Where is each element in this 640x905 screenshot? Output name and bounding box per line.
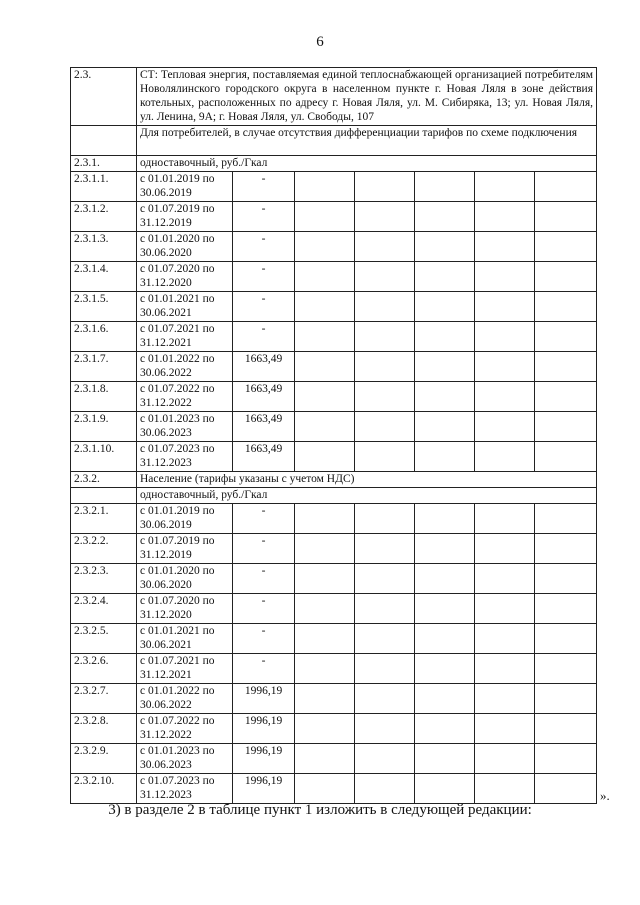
empty-cell bbox=[475, 232, 535, 262]
empty-cell bbox=[535, 262, 597, 292]
empty-cell bbox=[355, 564, 415, 594]
tariff-table bbox=[70, 67, 597, 804]
group-number: 2.3.2. bbox=[71, 472, 137, 488]
group-number: 2.3.1. bbox=[71, 156, 137, 172]
section-header-row bbox=[71, 68, 597, 126]
table-row bbox=[71, 292, 597, 322]
row-period: с 01.01.2019 по 30.06.2019 bbox=[137, 504, 233, 534]
empty-cell bbox=[535, 744, 597, 774]
table-row bbox=[71, 684, 597, 714]
row-value: 1996,19 bbox=[233, 774, 295, 804]
empty-cell bbox=[535, 774, 597, 804]
row-period: с 01.07.2023 по 31.12.2023 bbox=[137, 774, 233, 804]
empty-cell bbox=[475, 654, 535, 684]
empty-cell bbox=[475, 594, 535, 624]
row-number: 2.3.2.6. bbox=[71, 654, 137, 684]
row-number: 2.3.1.5. bbox=[71, 292, 137, 322]
row-number: 2.3.2.8. bbox=[71, 714, 137, 744]
row-number: 2.3.1.8. bbox=[71, 382, 137, 412]
row-period: с 01.01.2023 по 30.06.2023 bbox=[137, 744, 233, 774]
empty-cell bbox=[475, 744, 535, 774]
empty-cell bbox=[475, 352, 535, 382]
empty-cell bbox=[475, 412, 535, 442]
empty-cell bbox=[415, 172, 475, 202]
empty-cell bbox=[355, 534, 415, 564]
row-period: с 01.01.2019 по 30.06.2019 bbox=[137, 172, 233, 202]
empty-cell bbox=[415, 714, 475, 744]
table-row bbox=[71, 744, 597, 774]
amendment-paragraph: 3) в разделе 2 в таблице пункт 1 изложить в следующей редакции: bbox=[108, 802, 532, 818]
row-number: 2.3.2.9. bbox=[71, 744, 137, 774]
empty-cell bbox=[535, 594, 597, 624]
empty-cell bbox=[475, 262, 535, 292]
empty-cell bbox=[355, 202, 415, 232]
empty-cell bbox=[355, 322, 415, 352]
table-row bbox=[71, 714, 597, 744]
empty-cell bbox=[415, 744, 475, 774]
empty-cell bbox=[295, 232, 355, 262]
empty-cell bbox=[295, 292, 355, 322]
empty-cell bbox=[295, 262, 355, 292]
row-value: - bbox=[233, 292, 295, 322]
empty-cell bbox=[415, 534, 475, 564]
row-number: 2.3.2.1. bbox=[71, 504, 137, 534]
table-row bbox=[71, 624, 597, 654]
row-value: - bbox=[233, 564, 295, 594]
row-value: - bbox=[233, 654, 295, 684]
row-period: с 01.01.2021 по 30.06.2021 bbox=[137, 624, 233, 654]
row-value: - bbox=[233, 172, 295, 202]
empty-cell bbox=[295, 382, 355, 412]
empty-cell bbox=[535, 564, 597, 594]
row-value: 1996,19 bbox=[233, 744, 295, 774]
empty-cell bbox=[475, 774, 535, 804]
empty-cell bbox=[535, 412, 597, 442]
row-period: с 01.07.2021 по 31.12.2021 bbox=[137, 322, 233, 352]
row-period: с 01.07.2021 по 31.12.2021 bbox=[137, 654, 233, 684]
group-title: Население (тарифы указаны с учетом НДС) bbox=[137, 472, 597, 488]
table-row bbox=[71, 352, 597, 382]
empty-cell bbox=[355, 232, 415, 262]
table-row bbox=[71, 382, 597, 412]
group-header-row bbox=[71, 156, 597, 172]
empty-cell bbox=[535, 322, 597, 352]
row-value: 1663,49 bbox=[233, 352, 295, 382]
empty-cell bbox=[475, 684, 535, 714]
empty-cell bbox=[295, 352, 355, 382]
section-subtitle-row bbox=[71, 126, 597, 156]
empty-cell bbox=[355, 352, 415, 382]
row-period: с 01.07.2019 по 31.12.2019 bbox=[137, 202, 233, 232]
empty-cell bbox=[355, 744, 415, 774]
table-row bbox=[71, 232, 597, 262]
empty-cell bbox=[535, 684, 597, 714]
empty-cell bbox=[295, 684, 355, 714]
row-value: - bbox=[233, 202, 295, 232]
row-period: с 01.01.2023 по 30.06.2023 bbox=[137, 412, 233, 442]
empty-cell bbox=[71, 126, 137, 156]
row-value: - bbox=[233, 262, 295, 292]
empty-cell bbox=[295, 442, 355, 472]
group-label-row bbox=[71, 488, 597, 504]
empty-cell bbox=[355, 594, 415, 624]
empty-cell bbox=[295, 564, 355, 594]
row-period: с 01.07.2020 по 31.12.2020 bbox=[137, 594, 233, 624]
empty-cell bbox=[415, 322, 475, 352]
empty-cell bbox=[475, 564, 535, 594]
empty-cell bbox=[355, 684, 415, 714]
empty-cell bbox=[415, 442, 475, 472]
empty-cell bbox=[415, 352, 475, 382]
row-value: 1663,49 bbox=[233, 442, 295, 472]
row-value: 1663,49 bbox=[233, 412, 295, 442]
row-number: 2.3.1.6. bbox=[71, 322, 137, 352]
empty-cell bbox=[355, 654, 415, 684]
empty-cell bbox=[415, 292, 475, 322]
empty-cell bbox=[355, 382, 415, 412]
empty-cell bbox=[535, 172, 597, 202]
table-row bbox=[71, 774, 597, 804]
row-number: 2.3.2.2. bbox=[71, 534, 137, 564]
empty-cell bbox=[535, 442, 597, 472]
row-value: - bbox=[233, 504, 295, 534]
row-number: 2.3.1.7. bbox=[71, 352, 137, 382]
empty-cell bbox=[475, 442, 535, 472]
empty-cell bbox=[475, 624, 535, 654]
section-subtitle: Для потребителей, в случае отсутствия дифференциации тарифов по схеме подключения bbox=[137, 126, 597, 156]
row-number: 2.3.1.2. bbox=[71, 202, 137, 232]
empty-cell bbox=[475, 714, 535, 744]
empty-cell bbox=[535, 232, 597, 262]
empty-cell bbox=[355, 262, 415, 292]
empty-cell bbox=[535, 352, 597, 382]
empty-cell bbox=[415, 412, 475, 442]
empty-cell bbox=[415, 564, 475, 594]
group-label: одноставочный, руб./Гкал bbox=[137, 488, 597, 504]
table-row bbox=[71, 442, 597, 472]
row-number: 2.3.1.1. bbox=[71, 172, 137, 202]
table-row bbox=[71, 172, 597, 202]
empty-cell bbox=[71, 488, 137, 504]
empty-cell bbox=[295, 654, 355, 684]
row-value: - bbox=[233, 534, 295, 564]
empty-cell bbox=[355, 412, 415, 442]
row-number: 2.3.2.7. bbox=[71, 684, 137, 714]
row-value: 1663,49 bbox=[233, 382, 295, 412]
row-period: с 01.01.2020 по 30.06.2020 bbox=[137, 564, 233, 594]
empty-cell bbox=[415, 624, 475, 654]
row-value: - bbox=[233, 594, 295, 624]
empty-cell bbox=[415, 504, 475, 534]
row-number: 2.3.1.10. bbox=[71, 442, 137, 472]
empty-cell bbox=[295, 202, 355, 232]
row-number: 2.3.2.4. bbox=[71, 594, 137, 624]
empty-cell bbox=[535, 292, 597, 322]
row-value: - bbox=[233, 322, 295, 352]
closing-quote: ». bbox=[600, 788, 610, 803]
empty-cell bbox=[415, 262, 475, 292]
empty-cell bbox=[535, 534, 597, 564]
empty-cell bbox=[295, 624, 355, 654]
table-row bbox=[71, 654, 597, 684]
empty-cell bbox=[475, 504, 535, 534]
empty-cell bbox=[535, 714, 597, 744]
row-period: с 01.07.2023 по 31.12.2023 bbox=[137, 442, 233, 472]
empty-cell bbox=[475, 292, 535, 322]
row-number: 2.3.1.4. bbox=[71, 262, 137, 292]
empty-cell bbox=[535, 504, 597, 534]
group-header-row bbox=[71, 472, 597, 488]
section-number: 2.3. bbox=[71, 68, 137, 126]
empty-cell bbox=[355, 714, 415, 744]
row-value: 1996,19 bbox=[233, 684, 295, 714]
empty-cell bbox=[295, 412, 355, 442]
empty-cell bbox=[295, 322, 355, 352]
table-row bbox=[71, 412, 597, 442]
empty-cell bbox=[415, 382, 475, 412]
row-period: с 01.07.2022 по 31.12.2022 bbox=[137, 382, 233, 412]
row-period: с 01.07.2022 по 31.12.2022 bbox=[137, 714, 233, 744]
row-number: 2.3.1.9. bbox=[71, 412, 137, 442]
empty-cell bbox=[415, 684, 475, 714]
page-number: 6 bbox=[316, 34, 324, 50]
table-row bbox=[71, 564, 597, 594]
row-value: - bbox=[233, 624, 295, 654]
empty-cell bbox=[475, 534, 535, 564]
empty-cell bbox=[355, 624, 415, 654]
row-period: с 01.07.2020 по 31.12.2020 bbox=[137, 262, 233, 292]
table-row bbox=[71, 594, 597, 624]
empty-cell bbox=[295, 504, 355, 534]
empty-cell bbox=[295, 172, 355, 202]
empty-cell bbox=[475, 202, 535, 232]
row-value: - bbox=[233, 232, 295, 262]
empty-cell bbox=[475, 382, 535, 412]
empty-cell bbox=[415, 202, 475, 232]
empty-cell bbox=[355, 442, 415, 472]
row-value: 1996,19 bbox=[233, 714, 295, 744]
row-number: 2.3.1.3. bbox=[71, 232, 137, 262]
empty-cell bbox=[295, 594, 355, 624]
row-period: с 01.07.2019 по 31.12.2019 bbox=[137, 534, 233, 564]
empty-cell bbox=[415, 774, 475, 804]
empty-cell bbox=[295, 714, 355, 744]
row-period: с 01.01.2021 по 30.06.2021 bbox=[137, 292, 233, 322]
group-label: одноставочный, руб./Гкал bbox=[137, 156, 597, 172]
table-row bbox=[71, 322, 597, 352]
empty-cell bbox=[355, 504, 415, 534]
row-number: 2.3.2.10. bbox=[71, 774, 137, 804]
empty-cell bbox=[415, 232, 475, 262]
empty-cell bbox=[535, 654, 597, 684]
table-row bbox=[71, 262, 597, 292]
row-number: 2.3.2.5. bbox=[71, 624, 137, 654]
empty-cell bbox=[475, 172, 535, 202]
row-number: 2.3.2.3. bbox=[71, 564, 137, 594]
table-row bbox=[71, 504, 597, 534]
empty-cell bbox=[355, 774, 415, 804]
row-period: с 01.01.2020 по 30.06.2020 bbox=[137, 232, 233, 262]
table-row bbox=[71, 534, 597, 564]
empty-cell bbox=[355, 292, 415, 322]
section-title: СТ: Тепловая энергия, поставляемая единой теплоснабжающей организацией потребителям Новолялинского городского округа в населенном пункте г. Новая Ляля в зоне действия котельных, расположенных по адресу г. Новая Ляля, ул. М. Сибиряка, 13; ул. Новая Ляля, ул. Ленина, 9А; г. Новая Ляля, ул. Свободы, 107 bbox=[137, 68, 597, 126]
empty-cell bbox=[415, 594, 475, 624]
empty-cell bbox=[295, 744, 355, 774]
empty-cell bbox=[295, 534, 355, 564]
empty-cell bbox=[475, 322, 535, 352]
empty-cell bbox=[535, 202, 597, 232]
row-period: с 01.01.2022 по 30.06.2022 bbox=[137, 352, 233, 382]
table-row bbox=[71, 202, 597, 232]
empty-cell bbox=[415, 654, 475, 684]
empty-cell bbox=[535, 382, 597, 412]
row-period: с 01.01.2022 по 30.06.2022 bbox=[137, 684, 233, 714]
empty-cell bbox=[355, 172, 415, 202]
empty-cell bbox=[295, 774, 355, 804]
empty-cell bbox=[535, 624, 597, 654]
